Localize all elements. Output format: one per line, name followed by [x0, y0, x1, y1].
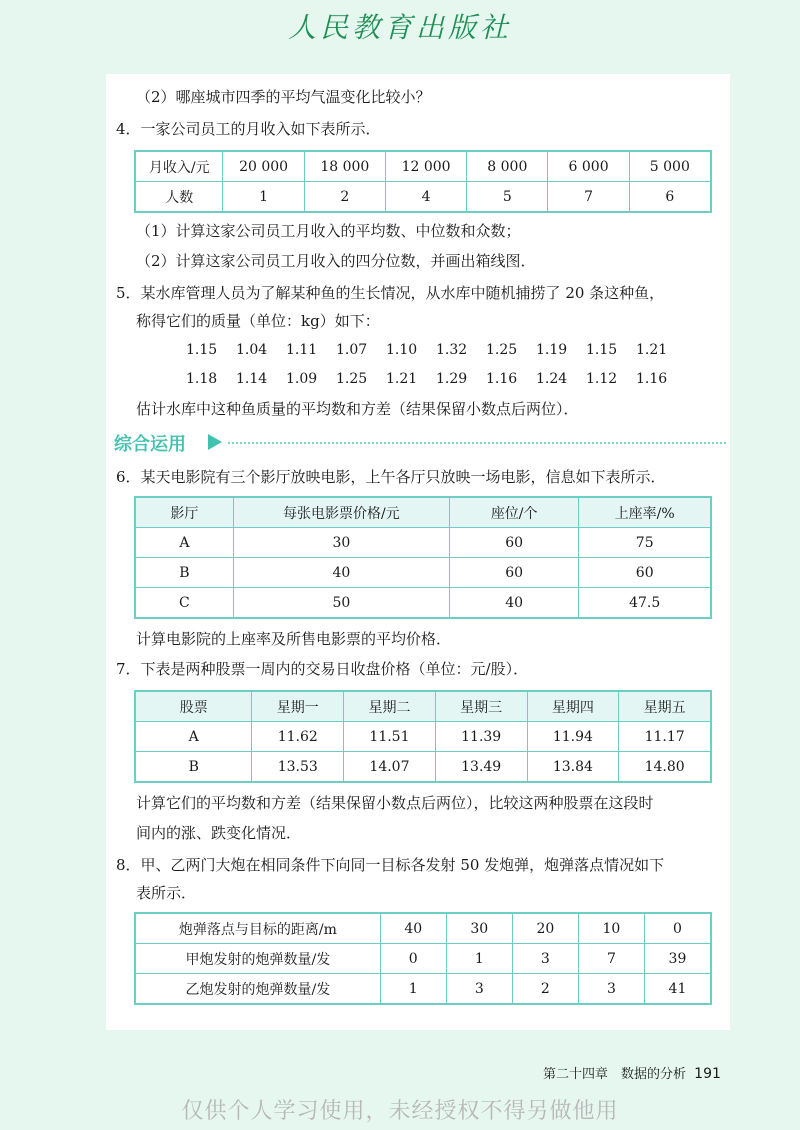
page-body — [106, 74, 730, 1030]
q4-income-table — [134, 150, 712, 213]
table-cell: 星期一 — [252, 691, 344, 722]
q7-after2: 间内的涨、跌变化情况． — [136, 824, 302, 842]
table-cell: 12 000 — [385, 151, 466, 182]
data-value: 1.18 — [186, 371, 218, 387]
table-cell: 星期三 — [435, 691, 527, 722]
table-row — [135, 182, 711, 213]
table-cell: 星期五 — [619, 691, 711, 722]
data-value: 1.14 — [236, 371, 268, 387]
table-cell: A — [135, 722, 252, 752]
table-cell: 8 000 — [467, 151, 548, 182]
table-cell: 60 — [579, 558, 711, 588]
data-value: 1.15 — [586, 342, 618, 358]
table-cell: 3 — [512, 944, 578, 974]
table-row — [135, 588, 711, 619]
q7-after1: 计算它们的平均数和方差（结果保留小数点后两位），比较这两种股票在这段时 — [136, 794, 654, 812]
publisher-logo: 人民教育出版社 — [287, 11, 512, 44]
table-cell: 30 — [233, 528, 449, 558]
table-cell: 20 — [512, 913, 578, 944]
data-value: 1.11 — [286, 342, 318, 358]
table-cell: B — [135, 558, 233, 588]
table-cell: 60 — [449, 528, 578, 558]
table-cell: 乙炮发射的炮弹数量/发 — [135, 974, 380, 1005]
q8-artillery-table — [134, 912, 712, 1005]
data-value: 1.12 — [586, 371, 618, 387]
table-cell: A — [135, 528, 233, 558]
table-cell: 1 — [223, 182, 304, 213]
table-cell: 60 — [449, 558, 578, 588]
table-cell: 股票 — [135, 691, 252, 722]
section-arrow-icon — [208, 434, 222, 450]
table-cell: 11.62 — [252, 722, 344, 752]
table-cell: 13.49 — [435, 752, 527, 783]
table-cell: 1 — [446, 944, 512, 974]
data-value: 1.24 — [536, 371, 568, 387]
table-cell: C — [135, 588, 233, 619]
table-cell: 每张电影票价格/元 — [233, 497, 449, 528]
section-header — [114, 430, 726, 454]
q4-stem: 4．一家公司员工的月收入如下表所示． — [116, 120, 381, 138]
table-cell: 14.80 — [619, 752, 711, 783]
table-cell: 11.51 — [344, 722, 436, 752]
q5-line2: 称得它们的质量（单位：kg）如下： — [136, 312, 380, 330]
table-cell: 30 — [446, 913, 512, 944]
q5-data-row2 — [186, 371, 686, 387]
table-cell: 11.39 — [435, 722, 527, 752]
table-row — [135, 974, 711, 1005]
table-cell: 50 — [233, 588, 449, 619]
table-cell: 13.84 — [527, 752, 619, 783]
table-row — [135, 913, 711, 944]
table-cell: 甲炮发射的炮弹数量/发 — [135, 944, 380, 974]
data-value: 1.29 — [436, 371, 468, 387]
table-cell: 10 — [578, 913, 644, 944]
table-cell: 7 — [578, 944, 644, 974]
table-cell: 14.07 — [344, 752, 436, 783]
data-value: 1.10 — [386, 342, 418, 358]
data-value: 1.21 — [636, 342, 668, 358]
table-cell: 3 — [578, 974, 644, 1005]
table-cell: 星期四 — [527, 691, 619, 722]
q5-line3: 估计水库中这种鱼质量的平均数和方差（结果保留小数点后两位）． — [136, 400, 579, 418]
table-cell: 5 — [467, 182, 548, 213]
table-cell: 炮弹落点与目标的距离/m — [135, 913, 380, 944]
table-cell: 40 — [449, 588, 578, 619]
data-value: 1.16 — [486, 371, 518, 387]
table-row — [135, 151, 711, 182]
table-cell: 2 — [512, 974, 578, 1005]
table-row — [135, 558, 711, 588]
table-cell: 人数 — [135, 182, 223, 213]
table-cell: 40 — [380, 913, 446, 944]
table-row — [135, 528, 711, 558]
table-row — [135, 944, 711, 974]
table-cell: 13.53 — [252, 752, 344, 783]
table-cell: 39 — [644, 944, 711, 974]
table-cell: 影厅 — [135, 497, 233, 528]
q4-part1: （1）计算这家公司员工月收入的平均数、中位数和众数； — [136, 222, 521, 240]
table-row — [135, 752, 711, 783]
table-cell: 3 — [446, 974, 512, 1005]
table-row — [135, 691, 711, 722]
table-cell: 1 — [380, 974, 446, 1005]
table-row — [135, 722, 711, 752]
q4-part2: （2）计算这家公司员工月收入的四分位数，并画出箱线图． — [136, 252, 536, 270]
table-cell: 20 000 — [223, 151, 304, 182]
table-cell: 月收入/元 — [135, 151, 223, 182]
page-number: 191 — [694, 1066, 721, 1082]
table-cell: 75 — [579, 528, 711, 558]
table-cell: 5 000 — [629, 151, 711, 182]
q5-line1: 5．某水库管理人员为了解某种鱼的生长情况，从水库中随机捕捞了 20 条这种鱼， — [116, 284, 665, 302]
table-cell: 4 — [385, 182, 466, 213]
data-value: 1.25 — [486, 342, 518, 358]
q8-line2: 表所示． — [136, 884, 197, 902]
table-cell: 7 — [548, 182, 629, 213]
data-value: 1.04 — [236, 342, 268, 358]
data-value: 1.09 — [286, 371, 318, 387]
table-cell: 11.94 — [527, 722, 619, 752]
table-cell: 11.17 — [619, 722, 711, 752]
table-cell: 47.5 — [579, 588, 711, 619]
q7-stem: 7．下表是两种股票一周内的交易日收盘价格（单位：元/股）． — [116, 660, 529, 678]
data-value: 1.19 — [536, 342, 568, 358]
data-value: 1.07 — [336, 342, 368, 358]
page-footer — [543, 1063, 721, 1082]
data-value: 1.25 — [336, 371, 368, 387]
table-cell: 41 — [644, 974, 711, 1005]
table-cell: 6 — [629, 182, 711, 213]
q6-cinema-table — [134, 496, 712, 619]
table-cell: 18 000 — [304, 151, 385, 182]
table-cell: 座位/个 — [449, 497, 578, 528]
table-cell: B — [135, 752, 252, 783]
table-cell: 上座率/% — [579, 497, 711, 528]
data-value: 1.21 — [386, 371, 418, 387]
q3-part2: （2）哪座城市四季的平均气温变化比较小？ — [136, 88, 431, 106]
table-cell: 6 000 — [548, 151, 629, 182]
table-cell: 40 — [233, 558, 449, 588]
table-cell: 0 — [644, 913, 711, 944]
table-cell: 星期二 — [344, 691, 436, 722]
data-value: 1.16 — [636, 371, 668, 387]
section-title: 综合运用 — [114, 434, 186, 455]
q6-after: 计算电影院的上座率及所售电影票的平均价格． — [136, 630, 452, 648]
section-divider — [228, 442, 726, 444]
q7-stock-table — [134, 690, 712, 783]
q6-stem: 6．某天电影院有三个影厅放映电影，上午各厅只放映一场电影，信息如下表所示． — [116, 468, 666, 486]
q8-line1: 8．甲、乙两门大炮在相同条件下向同一目标各发射 50 发炮弹，炮弹落点情况如下 — [116, 856, 665, 874]
q5-data-row1 — [186, 342, 686, 358]
data-value: 1.15 — [186, 342, 218, 358]
data-value: 1.32 — [436, 342, 468, 358]
table-cell: 0 — [380, 944, 446, 974]
chapter-title: 第二十四章 数据的分析 — [543, 1067, 687, 1082]
table-cell: 2 — [304, 182, 385, 213]
table-row — [135, 497, 711, 528]
watermark-text: 仅供个人学习使用，未经授权不得另做他用 — [181, 1099, 619, 1124]
